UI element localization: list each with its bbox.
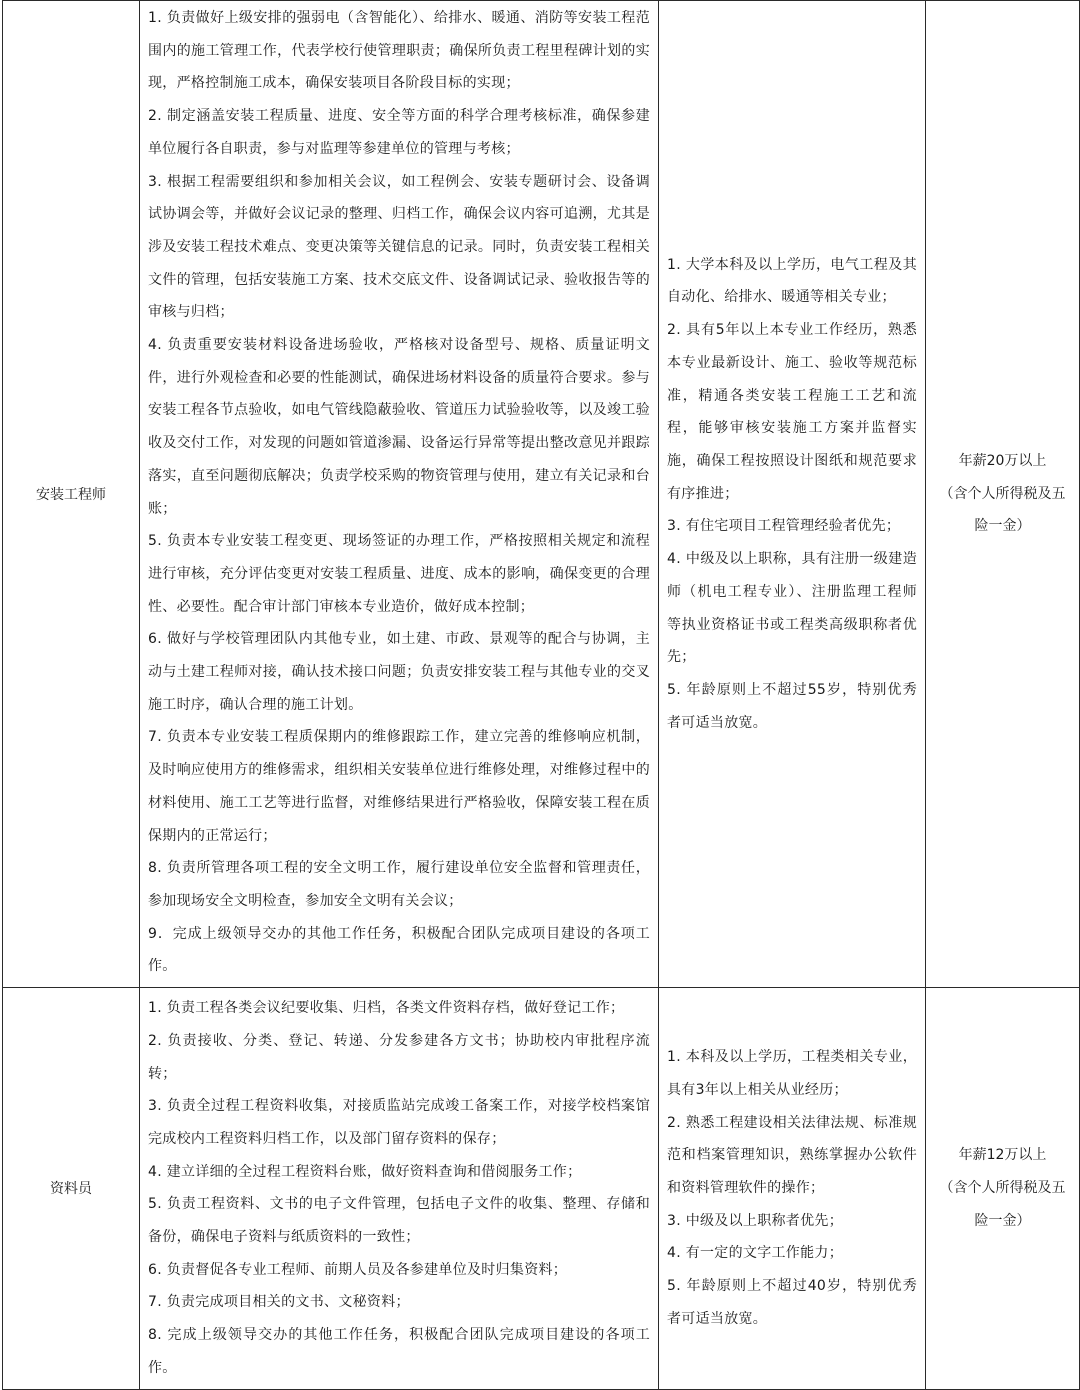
duty-item: 1. 负责做好上级安排的强弱电（含智能化）、给排水、暖通、消防等安装工程范围内的施工管理工作，代表学校行使管理职责；确保所负责工程里程碑计划的实现，严格控制施工成本，确保安装项目各阶段目标的实现； bbox=[148, 10, 650, 92]
job-salary-cell bbox=[926, 1, 1080, 988]
duty-item: 6. 负责督促各专业工程师、前期人员及各参建单位及时归集资料； bbox=[148, 1261, 568, 1278]
duties-list bbox=[140, 1, 658, 987]
requirements-list bbox=[659, 1037, 925, 1339]
duty-item: 2. 制定涵盖安装工程质量、进度、安全等方面的科学合理考核标准，确保参建单位履行各自职责，参与对监理等参建单位的管理与考核； bbox=[148, 108, 650, 157]
duty-item: 6. 做好与学校管理团队内其他专业，如土建、市政、景观等的配合与协调，主动与土建工程师对接，确认技术接口问题；负责安排安装工程与其他专业的交叉施工时序，确认合理的施工计划。 bbox=[148, 631, 650, 713]
salary-note: （含个人所得税及五险一金） bbox=[939, 485, 1066, 535]
requirement-item: 5. 年龄原则上不超过40岁，特别优秀者可适当放宽。 bbox=[667, 1278, 917, 1327]
salary-note: （含个人所得税及五险一金） bbox=[939, 1179, 1066, 1229]
job-title-cell bbox=[3, 1, 140, 988]
duty-item: 5. 负责本专业安装工程变更、现场签证的办理工作，严格按照相关规定和流程进行审核，充分评估变更对安装工程质量、进度、成本的影响，确保变更的合理性、必要性。配合审计部门审核本专业造价，做好成本控制； bbox=[148, 533, 650, 615]
job-requirements-cell bbox=[659, 1, 926, 988]
requirement-item: 4. 有一定的文字工作能力； bbox=[667, 1245, 844, 1262]
duty-item: 5. 负责工程资料、文书的电子文件管理，包括电子文件的收集、整理、存储和备份，确保电子资料与纸质资料的一致性； bbox=[148, 1196, 650, 1246]
duty-item: 3. 根据工程需要组织和参加相关会议，如工程例会、安装专题研讨会、设备调试协调会等，并做好会议记录的整理、归档工作，确保会议内容可追溯，尤其是涉及安装工程技术难点、变更决策等关键信息的记录。同时，负责安装工程相关文件的管理，包括安装施工方案、技术交底文件、设备调试记录、验收报告等的审核与归档； bbox=[148, 173, 650, 321]
job-row-installation-engineer bbox=[3, 1, 1080, 988]
duty-item: 4. 建立详细的全过程工程资料台账，做好资料查询和借阅服务工作； bbox=[148, 1163, 582, 1180]
duty-item: 9．完成上级领导交办的其他工作任务，积极配合团队完成项目建设的各项工作。 bbox=[148, 925, 650, 975]
requirement-item: 2. 具有5年以上本专业工作经历，熟悉本专业最新设计、施工、验收等规范标准，精通各类安装工程施工工艺和流程，能够审核安装施工方案并监督实施，确保工程按照设计图纸和规范要求有序推进； bbox=[667, 322, 917, 502]
salary-amount: 年薪20万以上 bbox=[958, 452, 1047, 469]
duty-item: 7. 负责完成项目相关的文书、文秘资料； bbox=[148, 1294, 410, 1311]
job-salary-cell bbox=[926, 988, 1080, 1389]
job-title-cell bbox=[3, 988, 140, 1389]
requirement-item: 4. 中级及以上职称，具有注册一级建造师（机电工程专业）、注册监理工程师等执业资格证书或工程类高级职称者优先； bbox=[667, 551, 917, 666]
requirement-item: 3. 中级及以上职称者优先； bbox=[667, 1212, 844, 1229]
duties-list bbox=[140, 988, 658, 1388]
duty-item: 4. 负责重要安装材料设备进场验收，严格核对设备型号、规格、质量证明文件，进行外观检查和必要的性能测试，确保进场材料设备的质量符合要求。参与安装工程各节点验收，如电气管线隐蔽验收、管道压力试验验收等，以及竣工验收及交付工作，对发现的问题如管道渗漏、设备运行异常等提出整改意见并跟踪落实，直至问题彻底解决；负责学校采购的物资管理与使用，建立有关记录和台账； bbox=[148, 337, 650, 517]
requirement-item: 5. 年龄原则上不超过55岁，特别优秀者可适当放宽。 bbox=[667, 681, 917, 731]
salary-amount: 年薪12万以上 bbox=[958, 1147, 1047, 1164]
requirement-item: 2. 熟悉工程建设相关法律法规、标准规范和档案管理知识，熟练掌握办公软件和资料管理软件的操作； bbox=[667, 1114, 917, 1196]
job-duties-cell bbox=[140, 1, 659, 988]
requirement-item: 1. 本科及以上学历，工程类相关专业，具有3年以上相关从业经历； bbox=[667, 1049, 917, 1098]
duty-item: 8. 完成上级领导交办的其他工作任务，积极配合团队完成项目建设的各项工作。 bbox=[148, 1327, 650, 1376]
duty-item: 7. 负责本专业安装工程质保期内的维修跟踪工作，建立完善的维修响应机制，及时响应使用方的维修需求，组织相关安装单位进行维修处理，对维修过程中的材料使用、施工工艺等进行监督，对维修结果进行严格验收，保障安装工程在质保期内的正常运行； bbox=[148, 729, 650, 844]
requirements-list bbox=[659, 245, 925, 744]
duty-item: 8. 负责所管理各项工程的安全文明工作，履行建设单位安全监督和管理责任，参加现场安全文明检查，参加安全文明有关会议； bbox=[148, 860, 650, 909]
job-duties-cell bbox=[140, 988, 659, 1389]
job-row-document-clerk bbox=[3, 988, 1080, 1389]
duty-item: 3. 负责全过程工程资料收集，对接质监站完成竣工备案工作，对接学校档案馆完成校内工程资料归档工作，以及部门留存资料的保存； bbox=[148, 1098, 650, 1147]
duty-item: 2. 负责接收、分类、登记、转递、分发参建各方文书；协助校内审批程序流转； bbox=[148, 1032, 650, 1082]
job-requirements-cell bbox=[659, 988, 926, 1389]
requirement-item: 1. 大学本科及以上学历，电气工程及其自动化、给排水、暖通等相关专业； bbox=[667, 256, 917, 306]
job-title: 资料员 bbox=[50, 1181, 92, 1198]
job-table bbox=[2, 0, 1080, 1390]
duty-item: 1. 负责工程各类会议纪要收集、归档，各类文件资料存档，做好登记工作； bbox=[148, 1000, 625, 1017]
job-title: 安装工程师 bbox=[36, 487, 106, 504]
requirement-item: 3. 有住宅项目工程管理经验者优先； bbox=[667, 518, 901, 535]
